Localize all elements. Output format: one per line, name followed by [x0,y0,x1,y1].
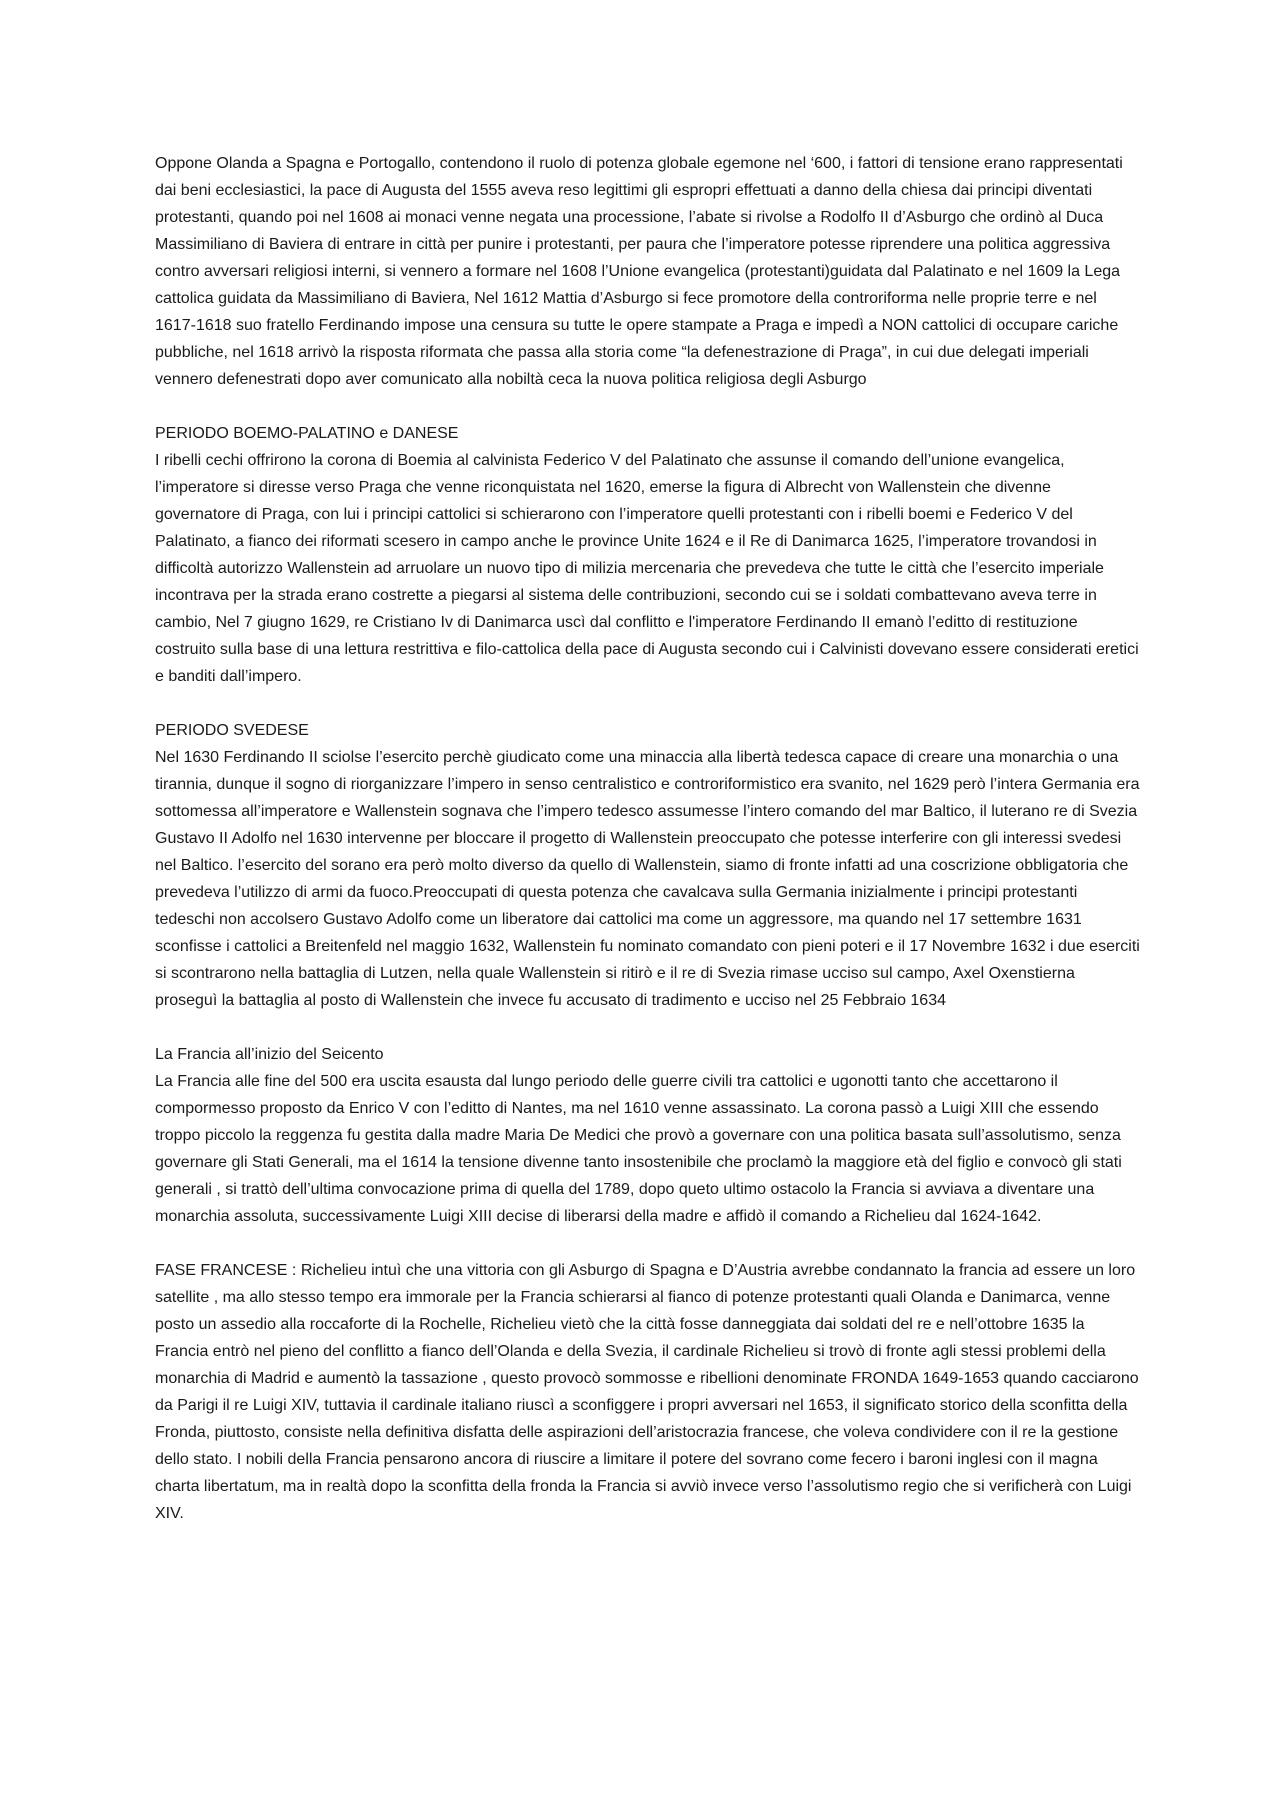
section-heading-boemo: PERIODO BOEMO-PALATINO e DANESE [155,425,459,442]
section-heading-svedese: PERIODO SVEDESE [155,722,309,739]
section-fase-francese [155,1257,1140,1527]
section-text-francia: La Francia alle fine del 500 era uscita esausta dal lungo periodo delle guerre civili tra cattolici e ugonotti tanto che accettarono il compormesso proposto da Enrico V con l’editto di Nantes, ma nel 1610 venne assassinato. La corona passò a Luigi XIII che essendo troppo piccolo la reggenza fu gestita dalla madre Maria De Medici che provò a governare con una politica basata sull’assolutismo, senza governare gli Stati Generali, ma el 1614 la tensione divenne tanto insostenibile che proclamò la maggiore età del figlio e convocò gli stati generali , si trattò dell’ultima convocazione prima di quella del 1789, dopo queto ultimo ostacolo la Francia si avviava a diventare una monarchia assoluta, successivamente Luigi XIII decise di liberarsi della madre e affidò il comando a Richelieu dal 1624-1642. [155,1073,1122,1225]
intro-paragraph [155,150,1140,393]
section-text-fase-francese: Richelieu intuì che una vittoria con gli Asburgo di Spagna e D’Austria avrebbe condannato la francia ad essere un loro satellite , ma allo stesso tempo era immorale per la Francia schierarsi al fianco di potenze protestanti quali Olanda e Danimarca, venne posto un assedio alla roccaforte di la Rochelle, Richelieu vietò che la città fosse danneggiata dai soldati del re e nell’ottobre 1635 la Francia entrò nel pieno del conflitto a fianco dell’Olanda e della Svezia, il cardinale Richelieu si trovò di fronte agli stessi problemi della monarchia di Madrid e aumentò la tassazione , questo provocò sommosse e ribellioni denominate FRONDA 1649-1653 quando cacciarono da Parigi il re Luigi XIV, tuttavia il cardinale italiano riuscì a sconfiggere i propri avversari nel 1653, il significato storico della sconfitta della Fronda, piuttosto, consiste nella definitiva disfatta delle aspirazioni dell’aristocrazia francese, che voleva condividere con il re la gestione dello stato. I nobili della Francia pensarono ancora di riuscire a limitare il potere del sovrano come fecero i baroni inglesi con il magna charta libertatum, ma in realtà dopo la sconfitta della fronda la Francia si avviò invece verso l’assolutismo regio che si verificherà con Luigi XIV. [155,1262,1139,1522]
document-page [155,150,1140,1554]
section-svedese [155,717,1140,1014]
section-text-boemo: I ribelli cechi offrirono la corona di Boemia al calvinista Federico V del Palatinato che assunse il comando dell’unione evangelica, l’imperatore si diresse verso Praga che venne riconquistata nel 1620, emerse la figura di Albrecht von Wallenstein che divenne governatore di Praga, con lui i principi cattolici si schierarono con l’imperatore quelli protestanti con i ribelli boemi e Federico V del Palatinato, a fianco dei riformati scesero in campo anche le province Unite 1624 e il Re di Danimarca 1625, l’imperatore trovandosi in difficoltà autorizzo Wallenstein ad arruolare un nuovo tipo di milizia mercenaria che prevedeva che tutte le città che l’esercito imperiale incontrava per la strada erano costrette a piegarsi al sistema delle contribuzioni, secondo cui se i soldati combattevano aveva terre in cambio, Nel 7 giugno 1629, re Cristiano Iv di Danimarca uscì dal conflitto e l'imperatore Ferdinando II emanò l’editto di restituzione costruito sulla base di una lettura restrittiva e filo-cattolica della pace di Augusta secondo cui i Calvinisti dovevano essere considerati eretici e banditi dall’impero. [155,452,1139,685]
section-heading-fase-francese: FASE FRANCESE : [155,1262,301,1279]
section-heading-francia: La Francia all’inizio del Seicento [155,1046,384,1063]
section-text-svedese: Nel 1630 Ferdinando II sciolse l’esercito perchè giudicato come una minaccia alla libertà tedesca capace di creare una monarchia o una tirannia, dunque il sogno di riorganizzare l’impero in senso centralistico e controriformistico era svanito, nel 1629 però l’intera Germania era sottomessa all’imperatore e Wallenstein sognava che l’impero tedesco assumesse l’intero comando del mar Baltico, il luterano re di Svezia Gustavo II Adolfo nel 1630 intervenne per bloccare il progetto di Wallenstein preoccupato che potesse interferire con gli interessi svedesi nel Baltico. l’esercito del sorano era però molto diverso da quello di Wallenstein, siamo di fronte infatti ad una coscrizione obbligatoria che prevedeva l’utilizzo di armi da fuoco.Preoccupati di questa potenza che cavalcava sulla Germania inizialmente i principi protestanti tedeschi non accolsero Gustavo Adolfo come un liberatore dai cattolici ma come un aggressore, ma quando nel 17 settembre 1631 sconfisse i cattolici a Breitenfeld nel maggio 1632, Wallenstein fu nominato comandato con pieni poteri e il 17 Novembre 1632 i due eserciti si scontrarono nella battaglia di Lutzen, nella quale Wallenstein si ritirò e il re di Svezia rimase ucciso sul campo, Axel Oxenstierna proseguì la battaglia al posto di Wallenstein che invece fu accusato di tradimento e ucciso nel 25 Febbraio 1634 [155,749,1140,1009]
section-francia [155,1041,1140,1230]
intro-text: Oppone Olanda a Spagna e Portogallo, contendono il ruolo di potenza globale egemone nel ‘600, i fattori di tensione erano rappresentati dai beni ecclesiastici, la pace di Augusta del 1555 aveva reso legittimi gli espropri effettuati a danno della chiesa dai principi diventati protestanti, quando poi nel 1608 ai monaci venne negata una processione, l’abate si rivolse a Rodolfo II d’Asburgo che ordinò al Duca Massimiliano di Baviera di entrare in città per punire i protestanti, per paura che l’imperatore potesse riprendere una politica aggressiva contro avversari religiosi interni, si vennero a formare nel 1608 l’Unione evangelica (protestanti)guidata dal Palatinato e nel 1609 la Lega cattolica guidata da Massimiliano di Baviera, Nel 1612 Mattia d’Asburgo si fece promotore della controriforma nelle proprie terre e nel 1617-1618 suo fratello Ferdinando impose una censura su tutte le opere stampate a Praga e impedì a NON cattolici di occupare cariche pubbliche, nel 1618 arrivò la risposta riformata che passa alla storia come “la defenestrazione di Praga”, in cui due delegati imperiali vennero defenestrati dopo aver comunicato alla nobiltà ceca la nuova politica religiosa degli Asburgo [155,155,1123,388]
section-boemo-palatino [155,420,1140,690]
